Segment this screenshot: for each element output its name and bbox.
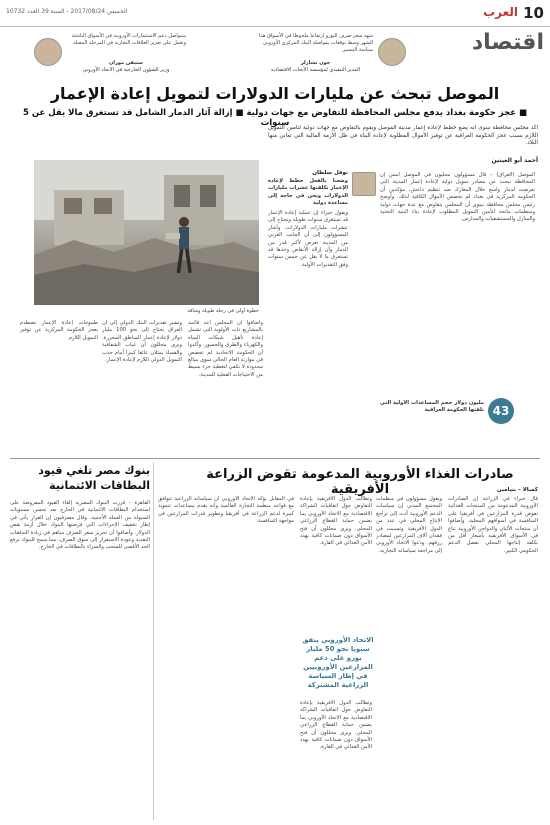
quote-person-role: وزير الشؤون الخارجية في الاتحاد الأوروبي	[82, 67, 170, 73]
portrait	[352, 172, 376, 196]
photo-caption: خطوة أولى في رحلة طويلة وشاقة	[187, 308, 259, 314]
second-story-col: ويقول مسؤولون في منظمات المجتمع المدني إن سياسات الدعم الأوروبية أدت إلى تراجع الإنتاج المحلي في عدد من الدول الأفريقية وتسببت في فقدان آلاف المزارعين لمصادر رزقهم. ودعوا الاتحاد الأوروبي إلى مراجعة سياساته التجارية.	[376, 496, 442, 554]
second-story-col: قال خبراء في الزراعة إن الصادرات الأوروبية المدعومة من المنتجات الغذائية تقوض قدرة المزارعين في أفريقيا على المنافسة في أسواقهم المحلية. وأضافوا أن منتجات الألبان والدواجن الأوروبية تباع في الأسواق الأفريقية بأسعار أقل من تكلفة إنتاجها المحلي بفضل الدعم الحكومي الكبير.	[448, 496, 538, 554]
main-story-col: الموصل (العراق) – قال مسؤولون محليون في الموصل أمس إن المحافظة تبحث عن مصادر تمويل دولية لإعادة إعمار المدينة التي تعرضت لدمار واسع خلال المعارك ضد تنظيم داعش، مؤكدين أن الحكومة المركزية في بغداد لم تخصص الأموال الكافية لذلك. وأوضح رئيس مجلس محافظة نينوى أن المجلس يتفاوض مع عدة جهات دولية ومنظمات مانحة لتأمين التمويل المطلوب لإعادة بناء البنية التحتية والمنازل والمستشفيات والمدارس.	[380, 172, 535, 223]
quote-text: شهد سعر صرف اليورو ارتفاعا ملحوظا في الأسواق هذا الشهر وسط توقعات بمواصلة البنك المركزي الأوروبي سياسة التيسير	[258, 33, 373, 53]
pull-quote: الاتحاد الأوروبي ينفق سنويا نحو 50 مليار يورو على دعم المزارعين الأوروبيين في إطار السياسة الزراعية المشتركة	[302, 636, 374, 689]
avatar	[34, 38, 62, 66]
second-story-col: في المقابل يؤكد الاتحاد الأوروبي أن سياساته الزراعية تتوافق مع قواعد منظمة التجارة العالمية وأنه يقدم مساعدات تنموية كبيرة لدعم الزراعة في أفريقيا وتطوير قدرات المزارعين في مواجهة المنافسة.	[158, 496, 294, 525]
stat-label: مليون دولار حجم المساعدات الأولية التي تلقتها الحكومة العراقية	[380, 400, 484, 414]
column-divider	[153, 462, 154, 820]
sidebar-caption: طموحات إعادة الإعمار تصطدم بعجز الحكومة المركزية عن توفير التمويل اللازم	[20, 320, 98, 341]
second-story-col: وتطالب الدول الأفريقية بإعادة التفاوض حول اتفاقيات الشراكة الاقتصادية مع الاتحاد الأوروبي بما يضمن حماية القطاع الزراعي المحلي. ويرى محللون أن فتح الأسواق دون ضمانات كافية يهدد الأمن الغذائي في القارة.	[300, 700, 372, 751]
side-headline: بنوك مصر تلغي قيود البطاقات الائتمانية	[38, 464, 150, 492]
main-story-col: وأضافوا أن المجلس أعد قائمة بالمشاريع ذات الأولوية التي تشمل إعادة تأهيل شبكات المياه والكهرباء والطرق والجسور. وأكدوا أن الحكومة الاتحادية لم تخصص في موازنة العام الحالي سوى مبالغ محدودة لا تكفي لتغطية جزء بسيط من الاحتياجات الفعلية للمدينة.	[188, 320, 263, 378]
quote-text: سنواصل دعم الاستثمارات الأوروبية في الأسواق الناشئة ونعمل على تعزيز العلاقات التجارية في المرحلة المقبلة	[71, 33, 186, 46]
box-name: نوفل سلطان	[312, 170, 348, 176]
second-byline: كمبالا – بنيامين	[496, 487, 538, 493]
stat-badge: 43	[488, 398, 514, 424]
main-headline: الموصل تبحث عن مليارات الدولارات لتمويل إعادة الإعمار	[50, 84, 500, 103]
quote-person-role: المدير التنفيذي لمؤسسة الأبحاث الاقتصادية	[270, 67, 361, 73]
main-story-col: وتشير تقديرات البنك الدولي إلى أن العراق يحتاج إلى نحو 100 مليار دولار لإعادة إعمار المناطق المحررة. ويرى محللون أن غياب الشفافية والفساد يمثلان عائقا كبيرا أمام جذب التمويل الدولي اللازم لإعادة الإعمار.	[102, 320, 182, 364]
second-story-col: وتطالب الدول الأفريقية بإعادة التفاوض حول اتفاقيات الشراكة الاقتصادية مع الاتحاد الأوروبي بما يضمن حماية القطاع الزراعي المحلي. ويرى محللون أن فتح الأسواق دون ضمانات كافية يهدد الأمن الغذائي في القارة.	[300, 496, 372, 547]
news-photo	[34, 160, 259, 305]
avatar	[378, 38, 406, 66]
lead-paragraph: أكد مجلس محافظة نينوى أنه يضع خطط لإعادة إعمار مدينة الموصل ويقوم بالتفاوض مع جهات دولية لتأمين التمويل اللازم بسبب عجز الحكومة العراقية عن توفير الأموال المطلوبة لإعادة البناء في ظل الأزمة المالية التي تعاني منها البلاد.	[268, 125, 538, 147]
second-headline: صادرات الغذاء الأوروبية المدعومة تقوض الزراعة الأفريقية	[206, 467, 514, 497]
dateline: الخميس 2017/08/24 - السنة 39 العدد 10732	[6, 8, 128, 15]
byline: أحمد أبو العينين	[491, 157, 538, 164]
side-story-text: القاهرة – قررت البنوك المصرية إلغاء القيود المفروضة على استخدام البطاقات الائتمانية في الخارج بعد تحسن مستويات السيولة من العملة الأجنبية. وقال مصرفيون إن القرار يأتي في إطار تخفيف الإجراءات التي فرضتها البنوك خلال أزمة نقص الدولار. وأضافوا أن تحرير سعر الصرف ساهم في زيادة التدفقات النقدية وعودة الاستقرار إلى سوق الصرف، مما سمح للبنوك برفع الحد الأقصى للسحب والشراء بالبطاقات في الخارج.	[10, 500, 150, 551]
box-quote: وضعنا بالفعل خطط لإعادة الإعمار تكلفتها عشرات مليارات الدولارات ونحن في حاجة إلى مساعدة دولية	[268, 178, 348, 206]
rubble-scene-image	[34, 160, 259, 305]
newspaper-name: العرب	[483, 5, 518, 19]
divider	[10, 458, 540, 459]
quote-person-name: جون تشارلز	[300, 60, 331, 66]
page-number: 10	[523, 4, 544, 22]
section-title: اقتصاد	[471, 30, 544, 55]
header-bar	[0, 0, 550, 27]
quote-person-name: ستيفن موران	[109, 60, 143, 66]
main-story-col: ويقول خبراء إن عملية إعادة الإعمار قد تستغرق سنوات طويلة وتحتاج إلى عشرات مليارات الدولارات. وأشار المسؤولون إلى أن الجانب الغربي من المدينة تعرض لأكبر قدر من الدمار وأن إزالة الأنقاض وحدها قد تستغرق ما لا يقل عن خمس سنوات وفق التقديرات الأولية.	[268, 210, 348, 268]
main-subhead: ■ عجز حكومة بغداد يدفع مجلس المحافظة للتفاوض مع جهات دولية ■ إزالة آثار الدمار الشامل قد تستغرق مالا يقل عن 5 سنوات	[23, 108, 527, 128]
